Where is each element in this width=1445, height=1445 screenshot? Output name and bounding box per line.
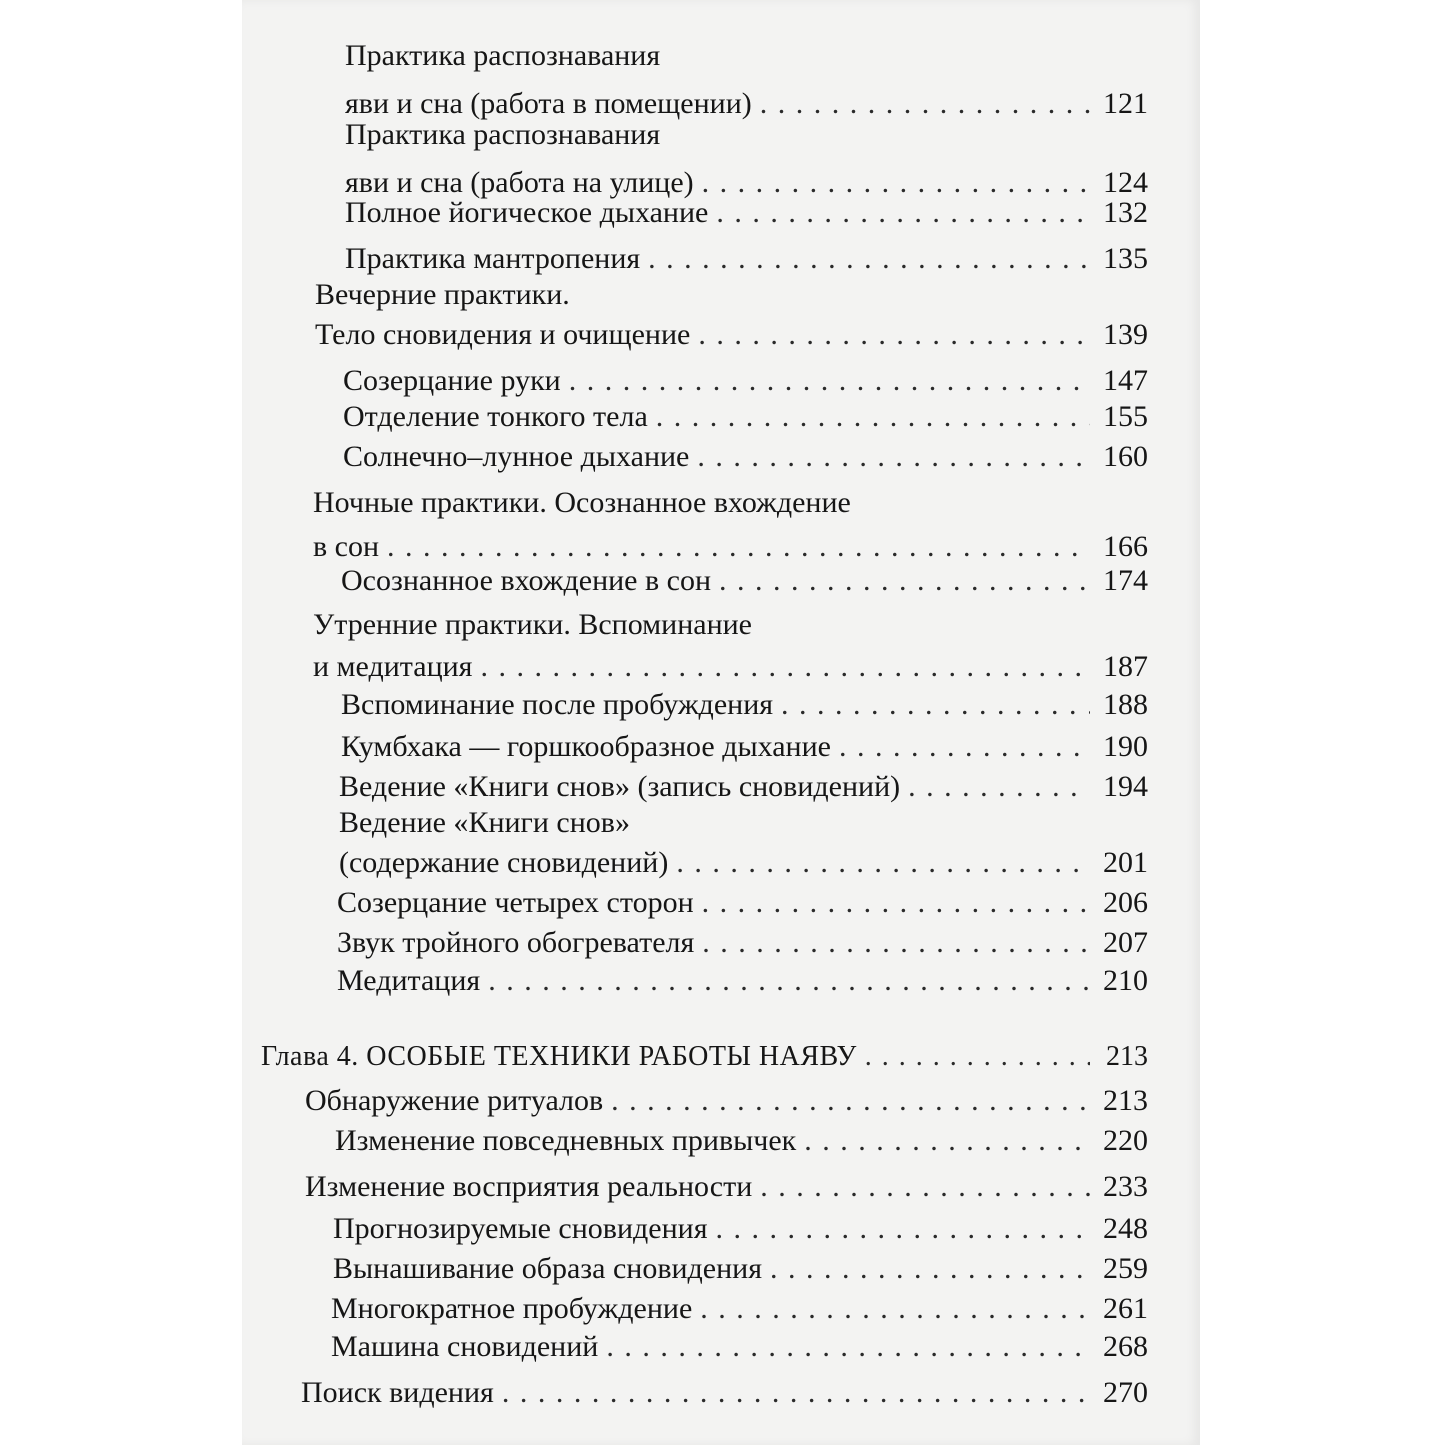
toc-entry-line: [331, 1329, 1148, 1365]
toc-entry-text: (содержание сновидений): [339, 846, 669, 879]
toc-page-number: 220: [1103, 1124, 1148, 1157]
dot-leader: [781, 687, 1090, 723]
toc-entry-text: Осознанное вхождение в сон: [341, 564, 712, 597]
toc-entry-text: Вынашивание образа сновидения: [333, 1252, 763, 1285]
dot-leader: [702, 925, 1090, 961]
toc-entry-text: Поиск видения: [301, 1376, 494, 1409]
toc-page-number: 155: [1103, 400, 1148, 433]
toc-entry-line: [341, 687, 1148, 723]
dot-leader: [719, 563, 1090, 599]
toc-entry-line: [333, 1211, 1148, 1247]
toc-entry-text: Кумбхака — горшкообразное дыхание: [341, 730, 831, 763]
toc-entry-text: Практика распознавания: [345, 39, 661, 72]
toc-entry-text: Солнечно–лунное дыхание: [343, 440, 690, 473]
toc-page-number: 268: [1103, 1330, 1148, 1363]
toc-entry-text: Машина сновидений: [331, 1330, 599, 1363]
toc-entry-text: Звук тройного обогревателя: [337, 926, 695, 959]
toc-entry-text: Полное йогическое дыхание: [345, 196, 709, 229]
toc-page-number: 174: [1103, 564, 1148, 597]
toc-entry-line: [313, 649, 1148, 685]
toc-entry-line: [343, 363, 1148, 399]
toc-entry-text: Практика мантропения: [345, 242, 641, 275]
toc-page-number: 139: [1103, 318, 1148, 351]
toc-entry-text: Вспоминание после пробуждения: [341, 688, 774, 721]
toc-entry-line: [313, 529, 1148, 565]
toc-entry-line: [313, 485, 1148, 521]
dot-leader: [480, 649, 1090, 685]
toc-entry-line: [339, 769, 1148, 805]
toc-entry-line: [261, 1039, 1148, 1075]
dot-leader: [387, 529, 1090, 565]
toc-page-number: 206: [1103, 886, 1148, 919]
chapter-title: Глава 4. ОСОБЫЕ ТЕХНИКИ РАБОТЫ НАЯВУ: [261, 1041, 857, 1072]
toc-entry-text: Вечерние практики.: [315, 278, 570, 311]
dot-leader: [606, 1329, 1090, 1365]
toc-entry-text: Многократное пробуждение: [331, 1292, 693, 1325]
toc-entry-line: [305, 1083, 1148, 1119]
toc-entry-line: [341, 563, 1148, 599]
toc-page-number: 124: [1103, 166, 1148, 199]
toc-page-number: 132: [1103, 196, 1148, 229]
dot-leader: [488, 963, 1090, 999]
toc-page-number: 160: [1103, 440, 1148, 473]
dot-leader: [760, 1169, 1090, 1205]
toc-entry-text: Утренние практики. Вспоминание: [313, 608, 752, 641]
dot-leader: [611, 1083, 1090, 1119]
toc-entry-line: [341, 729, 1148, 765]
toc-entry-text: Обнаружение ритуалов: [305, 1084, 604, 1117]
dot-leader: [698, 317, 1090, 353]
table-of-contents: [242, 0, 1200, 1445]
dot-leader: [569, 363, 1090, 399]
toc-page-number: 213: [1106, 1041, 1148, 1072]
toc-entry-line: [345, 117, 1148, 153]
toc-entry-line: [301, 1375, 1148, 1411]
dot-leader: [908, 769, 1090, 805]
toc-entry-line: [337, 925, 1148, 961]
dot-leader: [839, 729, 1090, 765]
toc-entry-line: [343, 439, 1148, 475]
toc-page-number: 194: [1103, 770, 1148, 803]
toc-page-number: 207: [1103, 926, 1148, 959]
toc-page-number: 187: [1103, 650, 1148, 683]
toc-entry-line: [335, 1123, 1148, 1159]
dot-leader: [656, 399, 1090, 435]
dot-leader: [804, 1123, 1090, 1159]
toc-page-number: 259: [1103, 1252, 1148, 1285]
toc-entry-text: и медитация: [313, 650, 473, 683]
toc-entry-line: [331, 1291, 1148, 1327]
toc-entry-text: Ведение «Книги снов» (запись сновидений): [339, 770, 901, 803]
toc-entry-line: [337, 963, 1148, 999]
toc-entry-line: [345, 195, 1148, 231]
toc-entry-line: [345, 38, 1148, 74]
dot-leader: [865, 1039, 1090, 1075]
toc-entry-text: яви и сна (работа в помещении): [345, 87, 752, 120]
toc-page-number: 270: [1103, 1376, 1148, 1409]
toc-entry-line: [315, 277, 1148, 313]
toc-entry-text: Медитация: [337, 964, 481, 997]
toc-entry-text: Ночные практики. Осознанное вхождение: [313, 486, 851, 519]
toc-entry-line: [337, 885, 1148, 921]
toc-page-number: 201: [1103, 846, 1148, 879]
toc-entry-line: [305, 1169, 1148, 1205]
toc-entry-line: [333, 1251, 1148, 1287]
toc-entry-text: Отделение тонкого тела: [343, 400, 648, 433]
dot-leader: [700, 1291, 1090, 1327]
toc-entry-text: в сон: [313, 530, 380, 563]
toc-page-number: 233: [1103, 1170, 1148, 1203]
toc-page-number: 248: [1103, 1212, 1148, 1245]
toc-entry-text: Тело сновидения и очищение: [315, 318, 691, 351]
dot-leader: [697, 439, 1090, 475]
toc-entry-text: Прогнозируемые сновидения: [333, 1212, 708, 1245]
toc-page-number: 188: [1103, 688, 1148, 721]
toc-page-number: 166: [1103, 530, 1148, 563]
dot-leader: [502, 1375, 1090, 1411]
toc-page-number: 261: [1103, 1292, 1148, 1325]
toc-page-number: 147: [1103, 364, 1148, 397]
toc-entry-line: [343, 399, 1148, 435]
toc-entry-text: Созерцание четырех сторон: [337, 886, 694, 919]
toc-entry-line: [313, 607, 1148, 643]
toc-page-number: 213: [1103, 1084, 1148, 1117]
toc-entry-text: Изменение восприятия реальности: [305, 1170, 753, 1203]
toc-page-number: 135: [1103, 242, 1148, 275]
toc-entry-line: [339, 845, 1148, 881]
toc-page-number: 190: [1103, 730, 1148, 763]
page-background: [1200, 0, 1445, 1445]
toc-entry-text: Ведение «Книги снов»: [339, 806, 630, 839]
toc-entry-text: Созерцание руки: [343, 364, 561, 397]
toc-entry-text: яви и сна (работа на улице): [345, 166, 694, 199]
dot-leader: [716, 195, 1090, 231]
toc-page-number: 121: [1103, 87, 1148, 120]
dot-leader: [770, 1251, 1090, 1287]
toc-entry-line: [315, 317, 1148, 353]
book-page: [242, 0, 1200, 1445]
dot-leader: [648, 241, 1090, 277]
toc-entry-text: Изменение повседневных привычек: [335, 1124, 797, 1157]
toc-page-number: 210: [1103, 964, 1148, 997]
toc-entry-line: [345, 241, 1148, 277]
dot-leader: [676, 845, 1090, 881]
toc-entry-line: [339, 805, 1148, 841]
toc-entry-text: Практика распознавания: [345, 118, 661, 151]
dot-leader: [702, 885, 1090, 921]
dot-leader: [716, 1211, 1091, 1247]
